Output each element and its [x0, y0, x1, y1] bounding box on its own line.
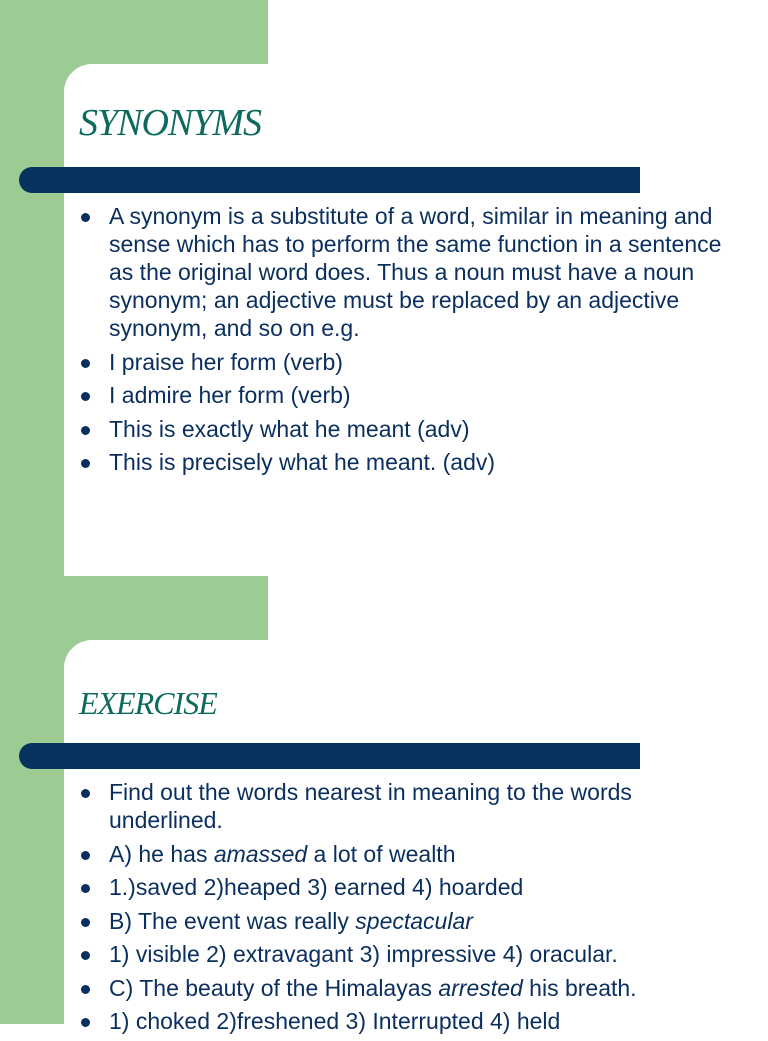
bullet-icon — [81, 359, 90, 368]
slide2-bullet-item — [80, 873, 730, 901]
slide1-title-bar — [19, 167, 640, 193]
slide2-bullet-item — [80, 907, 730, 935]
slide2-bullet-text: 1) choked 2)freshened 3) Interrupted 4) held — [109, 1008, 561, 1034]
underlined-word: arrested — [438, 974, 523, 1001]
slide1-bullet-item — [80, 348, 730, 376]
slide1-bullet-text: This is exactly what he meant (adv) — [109, 415, 470, 442]
slide2-bullet-text: A) he has — [109, 840, 214, 867]
bullet-icon — [81, 1018, 90, 1027]
bullet-icon — [81, 918, 90, 927]
slide2-bullet-text-tail: a lot of wealth — [307, 840, 456, 867]
slide2-bullet-text: 1) visible 2) extravagant 3) impressive 4) oracular. — [109, 941, 618, 967]
bullet-icon — [81, 884, 90, 893]
slide2-bullet-item — [80, 974, 730, 1002]
slide2-bullet-item — [80, 840, 730, 868]
slide1-bullet-text: I admire her form (verb) — [109, 382, 351, 408]
slide2-bullet-item — [80, 940, 730, 968]
bullet-icon — [81, 392, 90, 401]
slide2-bullet-item — [80, 1007, 730, 1035]
bullet-icon — [81, 426, 90, 435]
slide2-bullet-text: Find out the words nearest in meaning to the words underlined. — [109, 779, 632, 833]
slide1-bullet-text: I praise her form (verb) — [109, 348, 343, 375]
slide1-bullet-text: A synonym is a substitute of a word, similar in meaning and sense which has to perform the same function in a sentence as the original word does. Thus a noun must have a noun synonym; an adjective must be replaced by an adjective synonym, and so on e.g. — [109, 203, 722, 341]
slide2-bullet-text: C) The beauty of the Himalayas — [109, 974, 439, 1001]
slide1-bullet-text: This is precisely what he meant. (adv) — [109, 449, 496, 475]
slide1-bullet-item — [80, 381, 730, 409]
slide1-bullet-item — [80, 415, 730, 443]
slide2-bullet-text: B) The event was really — [109, 907, 356, 934]
bullet-icon — [81, 985, 90, 994]
slide2-title-bar — [19, 743, 640, 769]
underlined-word: amassed — [213, 840, 308, 867]
slide2-bullet-list — [80, 778, 730, 1041]
bullet-icon — [81, 459, 90, 468]
underlined-word: spectacular — [355, 907, 473, 934]
slide2-title: EXERCISE — [79, 685, 217, 721]
bullet-icon — [81, 851, 90, 860]
slide2-bullet-item — [80, 778, 730, 834]
slide1-bullet-item — [80, 448, 730, 476]
slide1-title: SYNONYMS — [79, 102, 262, 144]
slide1-bullet-list — [80, 202, 730, 482]
slide2-bullet-text-tail: his breath. — [522, 974, 637, 1001]
bullet-icon — [81, 789, 90, 798]
slide1-bullet-item — [80, 202, 730, 342]
bullet-icon — [81, 213, 90, 222]
bullet-icon — [81, 951, 90, 960]
slide2-bullet-text: 1.)saved 2)heaped 3) earned 4) hoarded — [109, 874, 524, 900]
